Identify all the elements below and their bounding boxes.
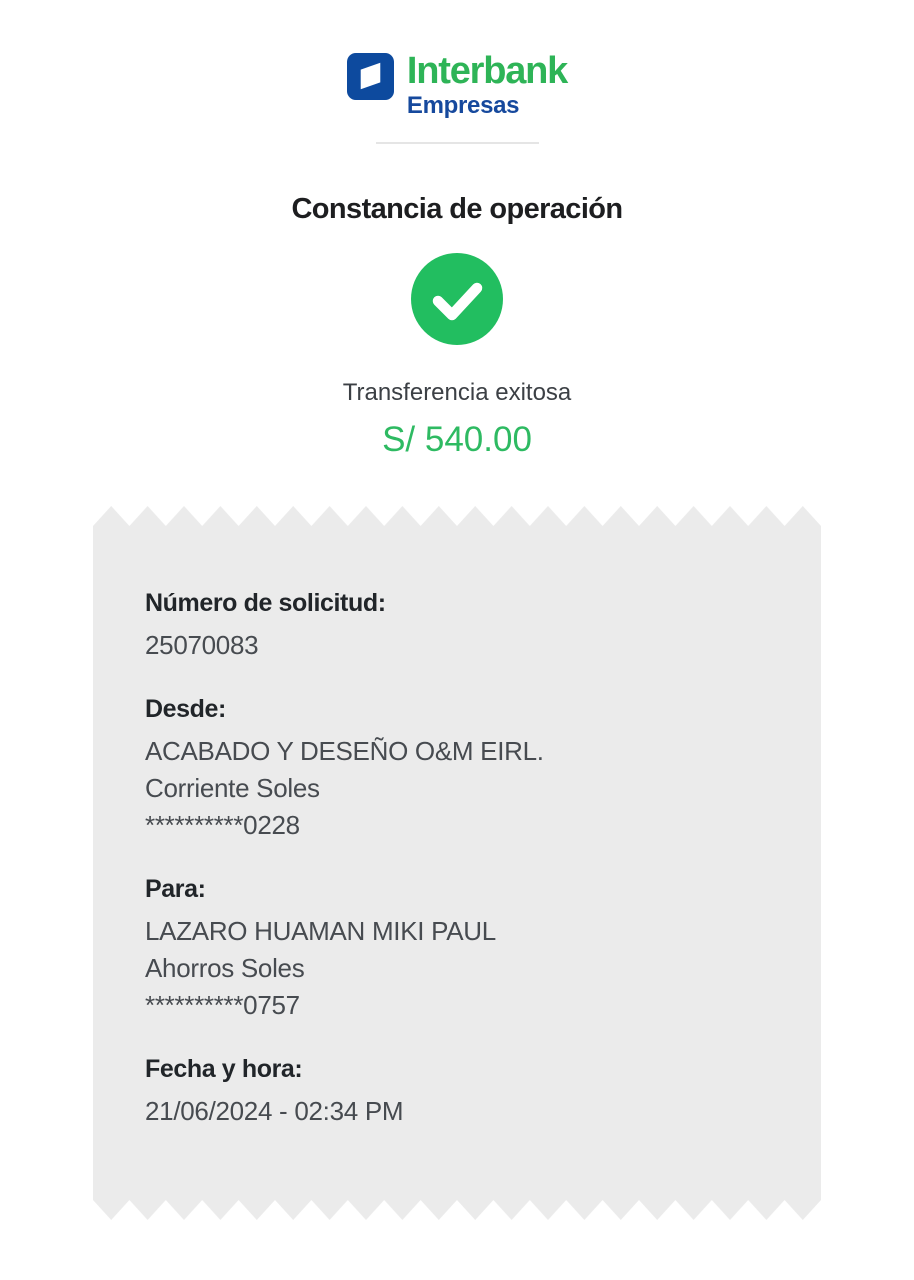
to-account-type: Ahorros Soles — [145, 953, 305, 983]
header-divider — [376, 142, 539, 144]
transfer-amount: S/ 540.00 — [382, 420, 532, 459]
section-label: Número de solicitud: — [145, 589, 386, 617]
to-account-holder: LAZARO HUAMAN MIKI PAUL — [145, 916, 496, 946]
section-request-number — [145, 588, 769, 664]
logo-text — [407, 50, 567, 119]
section-datetime — [145, 1054, 769, 1130]
brand-subtitle: Empresas — [406, 92, 520, 119]
section-label: Fecha y hora: — [145, 1055, 303, 1083]
receipt-card — [93, 506, 821, 1220]
from-account-number-masked: **********0228 — [145, 810, 300, 840]
brand-name: Interbank — [406, 50, 568, 92]
section-label: Desde: — [145, 695, 226, 723]
section-to — [145, 874, 769, 1024]
datetime-value: 21/06/2024 - 02:34 PM — [145, 1096, 404, 1126]
interbank-logo-icon — [347, 53, 394, 100]
from-account-holder: ACABADO Y DESEÑO O&M EIRL. — [145, 736, 544, 766]
section-label: Para: — [145, 875, 206, 903]
status-message: Transferencia exitosa — [342, 379, 572, 406]
receipt-torn-edge-bottom — [93, 1200, 821, 1220]
to-account-number-masked: **********0757 — [145, 990, 300, 1020]
section-from — [145, 694, 769, 844]
success-check-icon — [411, 253, 503, 345]
from-account-type: Corriente Soles — [145, 773, 320, 803]
page-title: Constancia de operación — [291, 193, 623, 225]
interbank-logo — [0, 0, 914, 119]
receipt-body — [93, 526, 821, 1200]
receipt-torn-edge-top — [93, 506, 821, 526]
request-number-value: 25070083 — [145, 630, 259, 660]
